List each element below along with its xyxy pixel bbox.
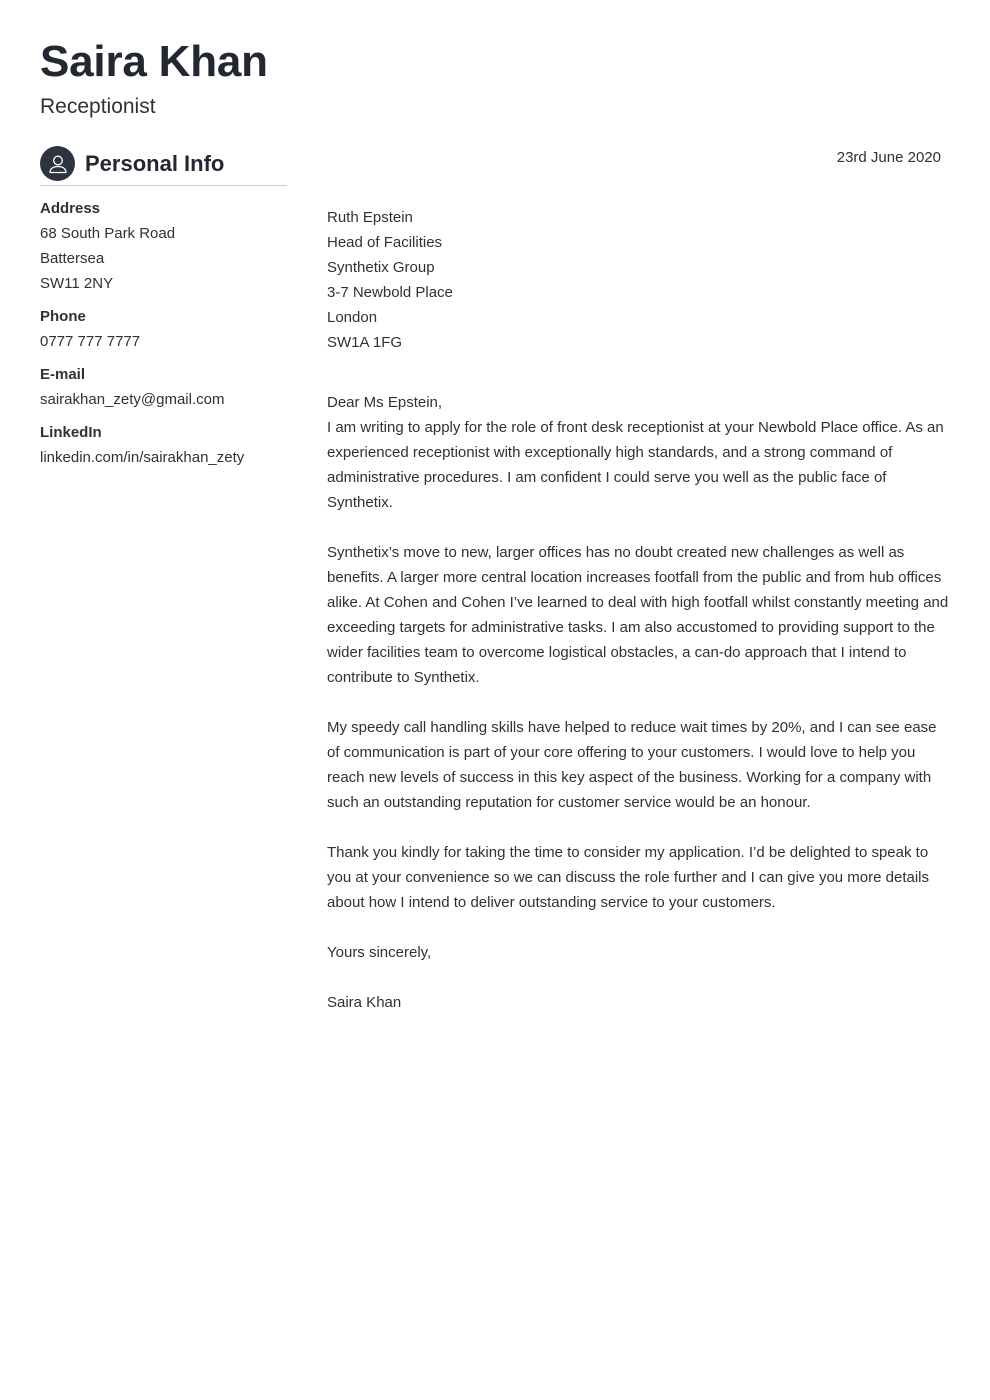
recipient-line: SW1A 1FG (327, 334, 403, 351)
signature: Saira Khan (327, 994, 402, 1011)
address-block (40, 196, 287, 296)
address-line: 68 South Park Road (40, 225, 176, 242)
body-paragraph: I am writing to apply for the role of front desk receptionist at your Newbold Place office. As an experienced receptionist with exceptionally high standards, and a strong command of administrative procedures. I am confident I could serve you well as the public face of Synthetix. (327, 419, 944, 511)
closing: Yours sincerely, (327, 944, 432, 961)
linkedin-value: linkedin.com/in/sairakhan_zety (40, 449, 245, 466)
body-paragraph: Synthetix’s move to new, larger offices has no doubt created new challenges as well as benefits. A larger more central location increases footfall from the public and from hub offices alike. At Cohen and Cohen I’ve learned to deal with high footfall whilst constantly meeting and exceeding targets for administrative tasks. I am also accustomed to providing support to the wider facilities team to overcome logistical obstacles, a can-do approach that I intend to contribute to Synthetix. (327, 544, 949, 686)
address-line: Battersea (40, 250, 105, 267)
body-paragraph: My speedy call handling skills have helped to reduce wait times by 20%, and I can see ease of communication is part of your core offering to your customers. I would love to help you reach new levels of success in this key aspect of the business. Working for a company with such an outstanding reputation for customer service would be an honour. (327, 719, 937, 811)
section-divider (40, 185, 287, 186)
recipient-line: Synthetix Group (327, 259, 435, 276)
email-value: sairakhan_zety@gmail.com (40, 391, 225, 408)
recipient-line: Head of Facilities (327, 234, 443, 251)
job-title: Receptionist (40, 95, 156, 118)
applicant-name: Saira Khan (40, 37, 268, 86)
linkedin-label: LinkedIn (40, 424, 102, 441)
address-line: SW11 2NY (40, 275, 114, 292)
address-label: Address (40, 200, 101, 217)
email-label: E-mail (40, 366, 86, 383)
phone-block (40, 304, 287, 354)
letter-body (327, 390, 952, 1015)
linkedin-block (40, 420, 287, 470)
person-icon (40, 146, 75, 181)
recipient-line: London (327, 309, 378, 326)
phone-value: 0777 777 7777 (40, 333, 141, 350)
recipient-line: 3-7 Newbold Place (327, 284, 453, 301)
recipient-address (327, 205, 453, 355)
letter-date: 23rd June 2020 (836, 149, 941, 166)
recipient-line: Ruth Epstein (327, 209, 413, 226)
section-title: Personal Info (85, 151, 225, 176)
greeting: Dear Ms Epstein, (327, 394, 443, 411)
personal-info-heading (40, 146, 287, 181)
sidebar (40, 146, 287, 470)
header (40, 36, 268, 121)
email-block (40, 362, 287, 412)
body-paragraph: Thank you kindly for taking the time to consider my application. I’d be delighted to speak to you at your convenience so we can discuss the role further and I can give you more details about how I intend to deliver outstanding service to your customers. (327, 844, 929, 911)
phone-label: Phone (40, 308, 86, 325)
